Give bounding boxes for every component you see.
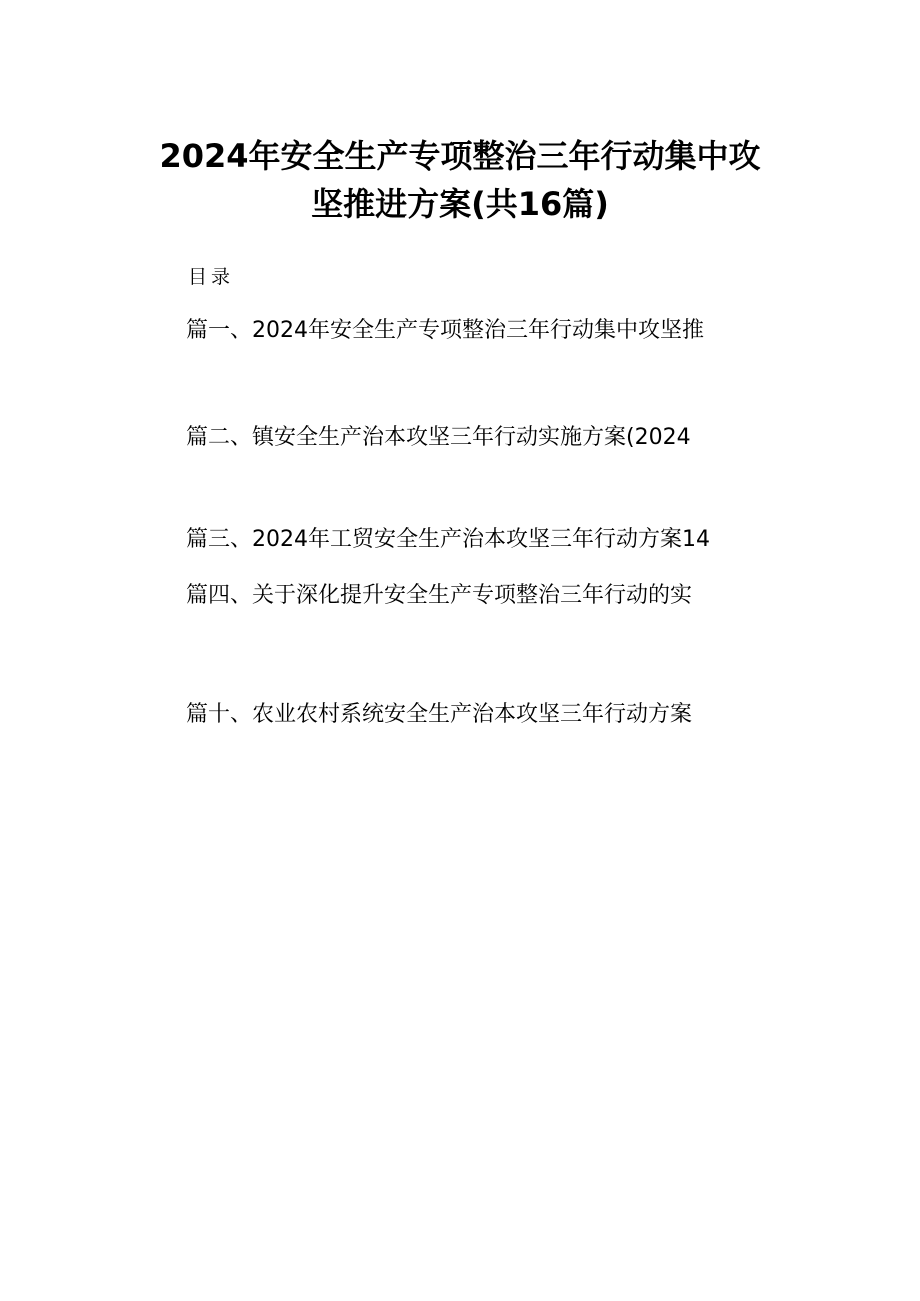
toc-heading: 目录 [188, 266, 235, 288]
toc-item-4[interactable]: 篇四、关于深化提升安全生产专项整治三年行动的实 [186, 583, 693, 608]
toc-item-1[interactable]: 篇一、2024年安全生产专项整治三年行动集中攻坚推 [186, 318, 704, 343]
document-title-line-2: 坚推进方案(共16篇) [311, 185, 609, 223]
toc-item-3[interactable]: 篇三、2024年工贸安全生产治本攻坚三年行动方案14 [186, 527, 710, 552]
toc-item-2[interactable]: 篇二、镇安全生产治本攻坚三年行动实施方案(2024 [186, 425, 691, 450]
toc-item-5[interactable]: 篇十、农业农村系统安全生产治本攻坚三年行动方案 [186, 702, 693, 727]
document-title-line-1: 2024年安全生产专项整治三年行动集中攻 [159, 137, 761, 175]
